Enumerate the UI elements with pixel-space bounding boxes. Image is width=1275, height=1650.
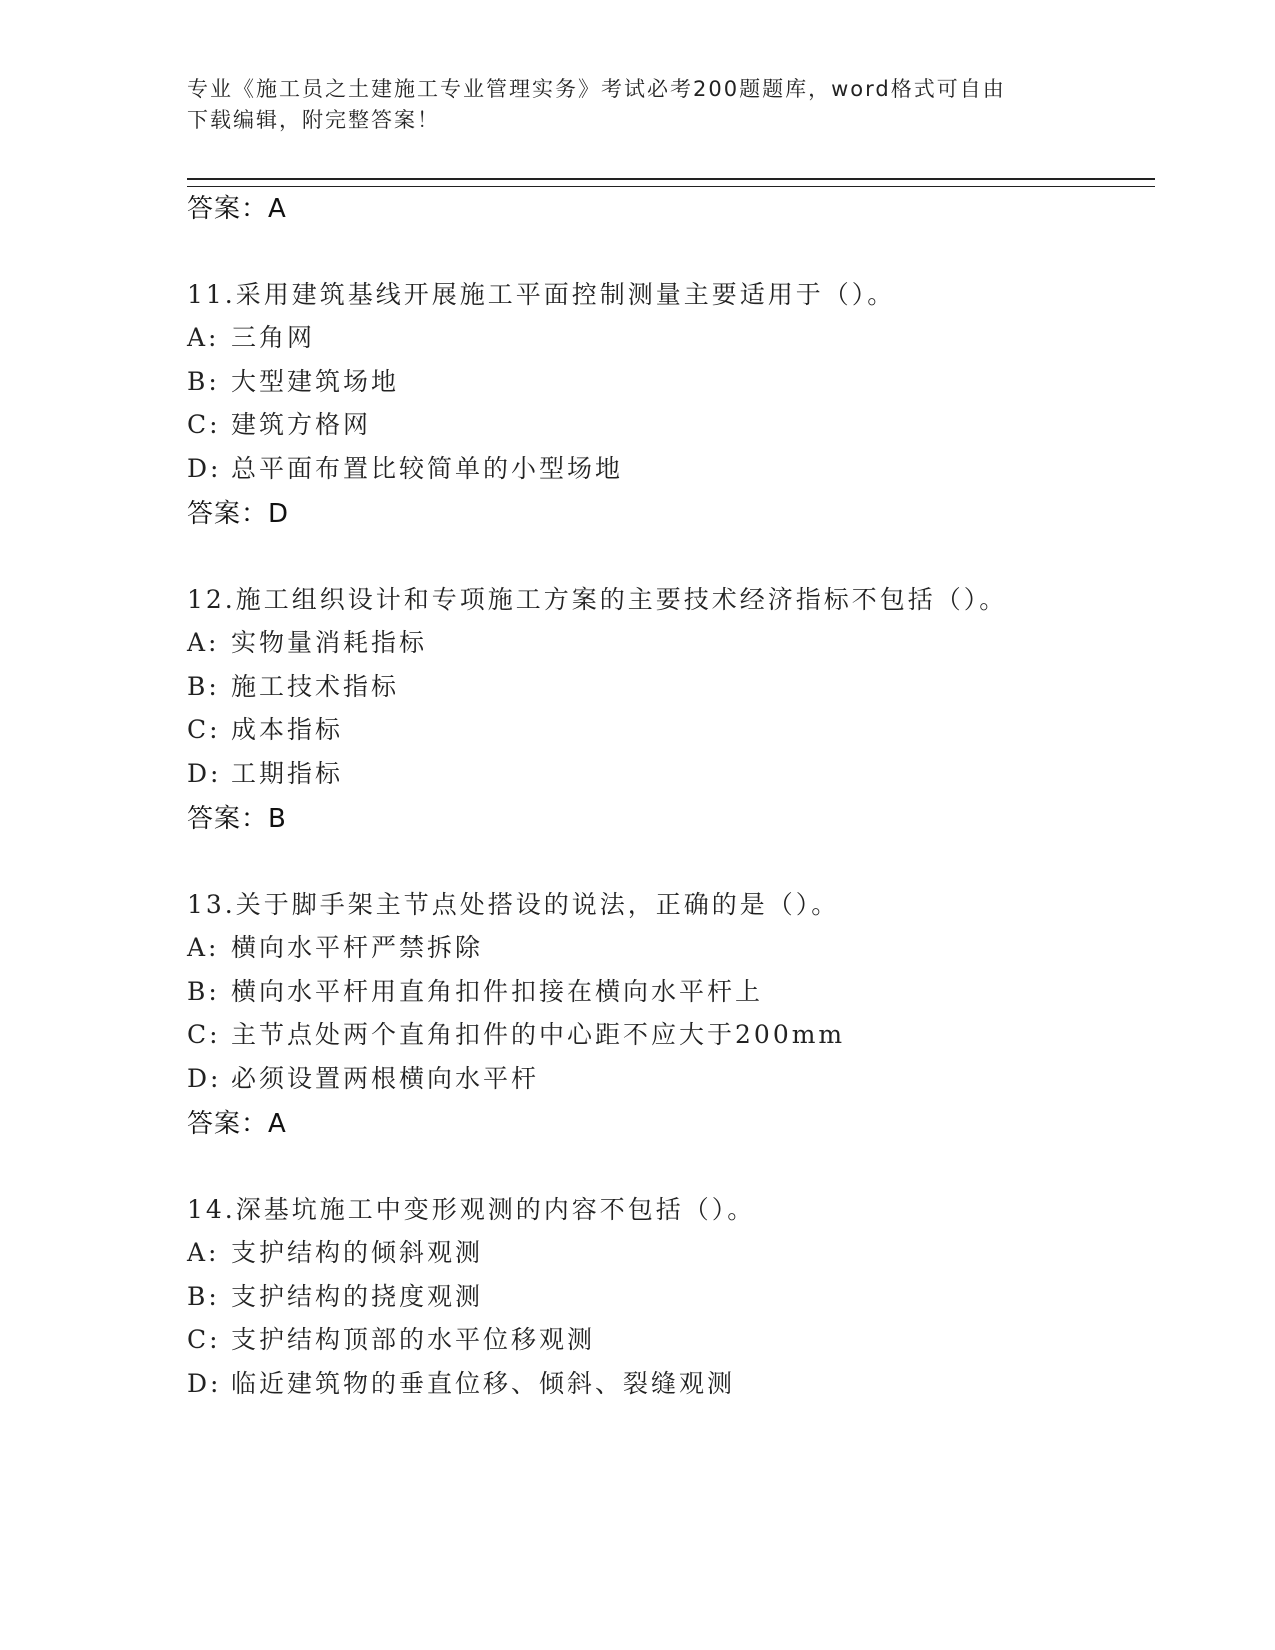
option-label: C: — [187, 1020, 221, 1049]
option-text: 临近建筑物的垂直位移、倾斜、裂缝观测 — [231, 1369, 736, 1398]
question-12-option-d — [187, 754, 343, 790]
question-12-stem: 12.施工组织设计和专项施工方案的主要技术经济指标不包括（）。 — [187, 585, 1008, 614]
option-label: A: — [187, 323, 220, 352]
option-label: A: — [187, 1238, 220, 1267]
question-11-option-b — [187, 362, 399, 398]
question-14-option-d — [187, 1364, 735, 1400]
question-13-answer: 答案：A — [187, 1109, 287, 1139]
option-text: 工期指标 — [231, 759, 344, 788]
question-13-option-b — [187, 972, 763, 1008]
option-text: 建筑方格网 — [231, 410, 372, 439]
question-13-option-d — [187, 1059, 539, 1095]
question-14-option-c — [187, 1320, 595, 1356]
question-14-option-b — [187, 1277, 483, 1313]
question-11-option-a — [187, 318, 315, 354]
option-label: C: — [187, 1325, 221, 1354]
option-text: 支护结构顶部的水平位移观测 — [231, 1325, 596, 1354]
option-label: D: — [187, 1369, 222, 1398]
option-text: 成本指标 — [231, 715, 344, 744]
option-text: 大型建筑场地 — [231, 367, 400, 396]
answer-previous: 答案：A — [187, 194, 287, 224]
question-11-option-d — [187, 449, 623, 485]
option-label: D: — [187, 454, 222, 483]
header-divider — [187, 178, 1155, 187]
option-text: 支护结构的倾斜观测 — [231, 1238, 484, 1267]
question-13-option-c — [187, 1015, 845, 1051]
option-label: B: — [187, 977, 220, 1006]
option-label: B: — [187, 367, 220, 396]
option-label: D: — [187, 1064, 222, 1093]
question-12-answer: 答案：B — [187, 804, 287, 834]
question-12-option-b — [187, 667, 399, 703]
document-header — [187, 74, 1087, 136]
option-label: B: — [187, 1282, 220, 1311]
question-11-answer: 答案：D — [187, 499, 290, 529]
question-13-option-a — [187, 928, 483, 964]
option-text: 实物量消耗指标 — [231, 628, 428, 657]
option-text: 横向水平杆严禁拆除 — [231, 933, 484, 962]
option-label: C: — [187, 715, 221, 744]
option-label: A: — [187, 628, 220, 657]
option-text: 主节点处两个直角扣件的中心距不应大于200mm — [231, 1020, 846, 1049]
question-11-option-c — [187, 405, 371, 441]
option-label: C: — [187, 410, 221, 439]
option-text: 总平面布置比较简单的小型场地 — [231, 454, 624, 483]
option-label: A: — [187, 933, 220, 962]
option-text: 支护结构的挠度观测 — [231, 1282, 484, 1311]
header-line-1: 专业《施工员之土建施工专业管理实务》考试必考200题题库，word格式可自由 — [187, 77, 1006, 101]
option-text: 必须设置两根横向水平杆 — [231, 1064, 540, 1093]
option-text: 横向水平杆用直角扣件扣接在横向水平杆上 — [231, 977, 764, 1006]
question-14-stem: 14.深基坑施工中变形观测的内容不包括（）。 — [187, 1195, 756, 1224]
option-text: 施工技术指标 — [231, 672, 400, 701]
option-label: D: — [187, 759, 222, 788]
option-text: 三角网 — [231, 323, 316, 352]
question-11-stem: 11.采用建筑基线开展施工平面控制测量主要适用于（）。 — [187, 280, 896, 309]
header-line-2: 下载编辑，附完整答案！ — [187, 108, 440, 132]
question-12-option-a — [187, 623, 427, 659]
option-label: B: — [187, 672, 220, 701]
question-13-stem: 13.关于脚手架主节点处搭设的说法，正确的是（）。 — [187, 890, 840, 919]
question-14-option-a — [187, 1233, 483, 1269]
question-12-option-c — [187, 710, 343, 746]
